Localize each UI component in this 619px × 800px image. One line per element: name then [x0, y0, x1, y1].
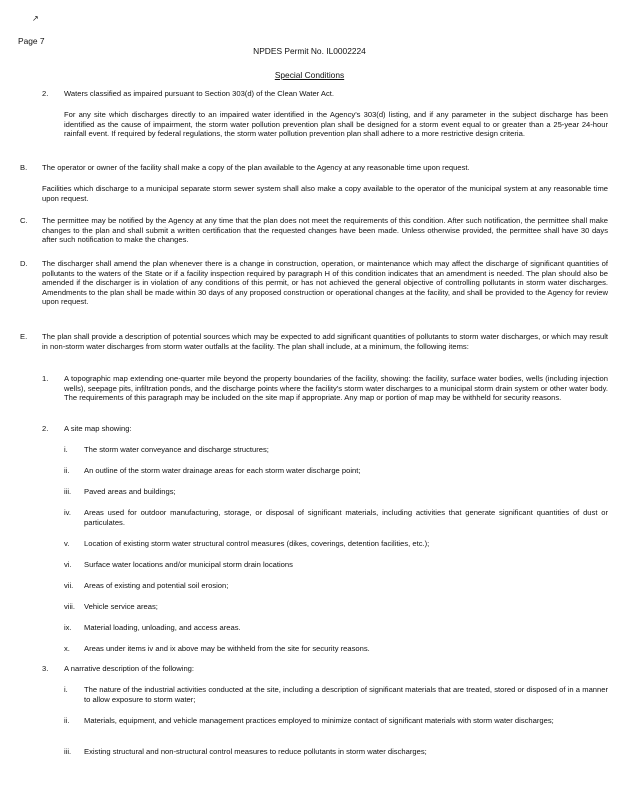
list-item-number: vii. — [64, 581, 74, 590]
list-item-number: vi. — [64, 560, 72, 569]
permit-title: NPDES Permit No. IL0002224 — [253, 46, 366, 56]
corner-mark: ↗ — [32, 14, 39, 23]
section-b-letter: B. — [20, 163, 28, 172]
list-item: An outline of the storm water drainage areas for each storm water discharge point; — [84, 466, 361, 475]
list-item-number: iii. — [64, 747, 72, 756]
list-item: Material loading, unloading, and access areas. — [84, 623, 241, 632]
list-item: Location of existing storm water structural control measures (dikes, coverings, detention facilities, etc.); — [84, 539, 430, 548]
list-item: Vehicle service areas; — [84, 602, 158, 611]
section-c-letter: C. — [20, 216, 28, 225]
list-item-number: iii. — [64, 487, 72, 496]
list-item: Surface water locations and/or municipal storm drain locations — [84, 560, 293, 569]
section-d-letter: D. — [20, 259, 28, 268]
list-item-number: ix. — [64, 623, 72, 632]
list-item: Existing structural and non-structural control measures to reduce pollutants in storm water discharges; — [84, 747, 427, 756]
list-item-number: i. — [64, 685, 68, 694]
list-item-number: ii. — [64, 716, 70, 725]
section-d-text: The discharger shall amend the plan whenever there is a change in construction, operation, or maintenance which may affect the discharge of significant quantities of pollutants to the waters of the State or if a facility inspection required by paragraph H of this condition indicates that an amendment is needed. The plan should also be amended if the discharger is in violation of any conditions of this permit, or has not achieved the general objective of controlling pollutants in storm water discharges. Amendments to the plan shall be made within 30 days of any proposed construction or operational changes at the facility, and shall be provided to the Agency for review upon request. — [42, 259, 608, 306]
item-e1-number: 1. — [42, 374, 49, 383]
list-item: Paved areas and buildings; — [84, 487, 176, 496]
section-e-letter: E. — [20, 332, 28, 341]
list-item-number: x. — [64, 644, 70, 653]
item-2-paragraph: For any site which discharges directly to an impaired water identified in the Agency's 303(d) listing, and if any parameter in the subject discharge has been identified as the cause of impairment, the storm water pollution prevention plan shall be designed for a storm event equal to or greater than a 25-year 24-hour rainfall event. If required by federal regulations, the storm water pollution prevention plan shall adhere to a more restrictive design criteria. — [64, 110, 608, 138]
item-e3-number: 3. — [42, 664, 49, 673]
list-item-number: v. — [64, 539, 70, 548]
list-item-number: iv. — [64, 508, 72, 517]
list-item-number: i. — [64, 445, 68, 454]
list-item-number: viii. — [64, 602, 75, 611]
section-e-text: The plan shall provide a description of potential sources which may be expected to add significant quantities of pollutants to storm water discharges, or which may result in non-storm water discharges from storm water outfalls at the facility. The plan shall include, at a minimum, the following items: — [42, 332, 608, 351]
item-2-number: 2. — [42, 89, 49, 98]
item-e2-number: 2. — [42, 424, 49, 433]
list-item-number: ii. — [64, 466, 70, 475]
item-2-text: Waters classified as impaired pursuant to Section 303(d) of the Clean Water Act. — [64, 89, 334, 98]
list-item: Areas used for outdoor manufacturing, storage, or disposal of significant materials, including activities that generate significant quantities of dust or particulates. — [84, 508, 608, 527]
item-e1-text: A topographic map extending one-quarter mile beyond the property boundaries of the facility, showing: the facility, surface water bodies, wells (including injection wells), seepage pits, infiltration ponds, and the discharge points where the facility's storm water discharges to a municipal storm drain system or other water body. The requirements of this paragraph may be included on the site map if appropriate. Any map or portion of map may be withheld for security reasons. — [64, 374, 608, 402]
item-e3-text: A narrative description of the following: — [64, 664, 195, 673]
section-c-text: The permittee may be notified by the Agency at any time that the plan does not meet the requirements of this condition. After such notification, the permittee shall make changes to the plan and shall submit a written certification that the requested changes have been made. Unless otherwise provided, the permittee shall have 30 days after such notification to make the changes. — [42, 216, 608, 244]
section-title: Special Conditions — [274, 70, 345, 80]
list-item: The nature of the industrial activities conducted at the site, including a description of significant materials that are treated, stored or disposed of in a manner to allow exposure to storm water; — [84, 685, 608, 704]
section-b-text: The operator or owner of the facility shall make a copy of the plan available to the Agency at any reasonable time upon request. — [42, 163, 470, 172]
section-b-paragraph: Facilities which discharge to a municipal separate storm sewer system shall also make a copy available to the operator of the municipal system at any reasonable time upon request. — [42, 184, 608, 203]
list-item: Areas under items iv and ix above may be withheld from the site for security reasons. — [84, 644, 370, 653]
list-item: Areas of existing and potential soil erosion; — [84, 581, 229, 590]
list-item: The storm water conveyance and discharge structures; — [84, 445, 269, 454]
item-e2-text: A site map showing: — [64, 424, 132, 433]
page-label: Page 7 — [18, 36, 45, 46]
list-item: Materials, equipment, and vehicle management practices employed to minimize contact of significant materials with storm water discharges; — [84, 716, 554, 725]
